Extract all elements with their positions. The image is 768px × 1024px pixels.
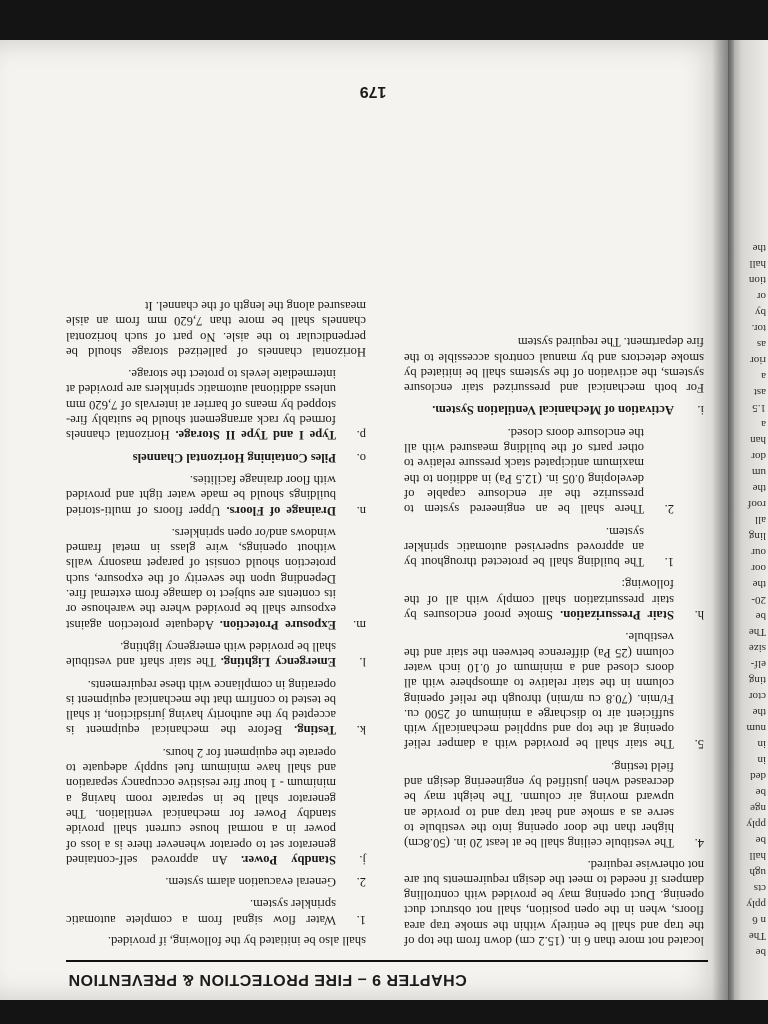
facing-page-fragment: the: [752, 482, 766, 494]
facing-page-fragment: 1.5: [752, 402, 766, 414]
facing-page-fragment: hall: [749, 258, 766, 270]
section-title: Stair Pressurization.: [560, 608, 674, 623]
section-m: m. Exposure Protection. Adequate protection against exposure shall be provided where the warehouse or its contents are subject to damage from external fire. Depending upon the severity of the exposure, such protection should consist of parapet masonry walls without openings, wire glass in metal framed windows and/or open sprinklers.: [66, 525, 366, 632]
section-title: Exposure Protection.: [219, 617, 336, 632]
facing-page-fragments: [736, 80, 766, 960]
facing-page-fragment: ast: [753, 386, 766, 398]
section-j: j. Standby Power. An approved self-contained generator set to operator whenever there is a loss of power in a normal house current shall provide standby Power for mechanical ventilation. The generator shall be in separate room having a minimum - 1 hour fire resistive occupancy separation and shall have minimum fuel supply adequate to operate the equipment for 2 hours.: [66, 745, 366, 867]
chapter-header: CHAPTER 9 – FIRE PROTECTION & PREVENTION: [68, 971, 467, 988]
facing-page-fragment: tion: [748, 274, 766, 286]
page-number: 179: [359, 83, 387, 100]
facing-page-fragment: ded: [750, 770, 766, 782]
facing-page-fragment: dor: [751, 450, 766, 462]
section-p: p. Type I and Type II Storage. Horizontal channels formed by rack arrangement should be suitably fire-stopped by means of barrier at intervals of 7,620 mm unless additional automatic sprinklers are provided at intermediate levels to protect the storage.: [66, 367, 366, 443]
section-title: Standby Power.: [240, 852, 336, 867]
list-item: 1. Water flow signal from a complete automatic sprinkler system.: [66, 897, 366, 927]
facing-page-fragment: pply: [746, 898, 766, 910]
facing-page-fragment: by: [755, 306, 766, 318]
left-intro: located not more than 6 in. (15.2 cm) down from the top of the trap and shall be entirely within the smoke trap area floors, when in the open position, shall not obstruct duct opening. Duct opening may be provided with controlling dampers if needed to meet the design requirements but are not otherwise required.: [404, 857, 704, 948]
facing-page-fragment: all: [755, 514, 766, 526]
section-k: k. Testing. Before the mechanical equipment is accepted by the authority having jurisdiction, it shall be tested to confirm that the mechanical equipment is operating in compliance with these requirements.: [65, 677, 366, 738]
list-item: 1. The building shall be protected throughout by an approved supervised automatic sprinkler system.: [404, 524, 674, 570]
facing-page-fragment: rior: [750, 354, 766, 366]
facing-page-fragment: nge: [750, 802, 766, 814]
facing-page-fragment: um: [751, 466, 766, 478]
facing-page-fragment: a: [761, 370, 766, 382]
facing-page-fragment: be: [755, 786, 766, 798]
book-page: [0, 40, 728, 1000]
facing-page-fragment: The: [748, 626, 766, 638]
section-title: Testing.: [294, 723, 336, 738]
list-item: 2. There shall be an engineered system to pressurize the air enclosure capable of developing 0.05 in. (12.5 Pa) in addition to the maximum anticipated stack pressure relative to other parts of the building measured with all the enclosure doors closed.: [404, 425, 674, 517]
list-item: 4. The vestibule ceiling shall be at least 20 in. (50.8cm) higher than the door opening into the vestibule to serve as a smoke and heat trap and to provide an upward moving air column. The height may be decreased when justified by engineering design and field testing.: [404, 759, 704, 851]
section-title: Activation of Mechanical Ventilation System.: [432, 403, 674, 418]
facing-page-fragment: the: [752, 242, 766, 254]
facing-page-fragment: pply: [746, 818, 766, 830]
facing-page-fragment: be: [755, 946, 766, 958]
section-l: l. Emergency Lighting. The stair shaft and vestibule shall be provided with emergency lighting.: [66, 639, 366, 670]
section-i: i. Activation of Mechanical Ventilation System.: [404, 402, 704, 417]
header-rule: [66, 960, 708, 962]
section-title: Emergency Lighting.: [220, 655, 336, 670]
facing-page-fragment: a: [761, 418, 766, 430]
facing-page-fragment: size: [748, 642, 766, 654]
right-column: [66, 292, 366, 948]
section-p-extra: Horizontal channels of palletized storage should be perpendicular to the aisle. No part of such horizontal channels shall be more than 7,620 mm from an aisle measured along the length of the channel. It: [66, 299, 366, 359]
facing-page-fragment: the: [752, 578, 766, 590]
section-o: o. Piles Containing Horizontal Channels: [66, 449, 366, 464]
facing-page-fragment: ctor: [748, 690, 766, 702]
facing-page-fragment: n 6: [752, 914, 766, 926]
section-h: h. Stair Pressurization. Smoke proof enclosures by stair pressurization shall comply with all of the following:: [404, 577, 704, 623]
facing-page-fragment: be: [755, 834, 766, 846]
facing-page-fragment: ting: [748, 674, 766, 686]
section-n: n. Drainage of Floors. Upper floors of multi-storied buildings should be made water tight and provided with floor drainage facilities.: [66, 472, 366, 518]
facing-page-fragment: as: [756, 338, 766, 350]
facing-page-fragment: ugh: [749, 866, 766, 878]
facing-page-fragment: ling: [748, 530, 766, 542]
section-title: Type I and Type II Storage.: [175, 428, 336, 443]
facing-page-fragment: be: [755, 610, 766, 622]
facing-page-fragment: num: [746, 722, 766, 734]
rotated-page-content: [0, 40, 728, 1000]
facing-page-fragment: the: [752, 706, 766, 718]
section-i-text: For both mechanical and pressurized stair enclosure systems, the activation of the systems shall be initiated by smoke detectors and by manual controls accessible to the fire department. The required system: [404, 335, 704, 396]
facing-page-fragment: oor: [751, 562, 766, 574]
facing-page-fragment: in: [757, 754, 766, 766]
facing-page-fragment: han: [750, 434, 766, 446]
list-item: 2. General evacuation alarm system.: [165, 875, 366, 890]
section-title: Piles Containing Horizontal Channels: [132, 450, 336, 465]
facing-page-fragment: 20-: [751, 594, 766, 606]
facing-page-fragment: elf-: [750, 658, 766, 670]
facing-page-fragment: hall: [749, 850, 766, 862]
facing-page-fragment: The: [748, 930, 766, 942]
facing-page-fragment: roof: [747, 498, 766, 510]
facing-page-fragment: our: [751, 546, 766, 558]
left-column: [404, 328, 704, 948]
facing-page-fragment: cts: [753, 882, 766, 894]
book-gutter: [712, 40, 734, 1000]
section-title: Drainage of Floors.: [226, 503, 336, 518]
facing-page-fragment: tor.: [751, 322, 766, 334]
facing-page-fragment: in: [757, 738, 766, 750]
right-intro: shall also be initiated by the following, if provided.: [107, 934, 366, 948]
list-item: 5. The stair shall be provided with a damper relief opening at the top and supplied mechanically with sufficient air to discharge a minimum of 2500 cu. Ft/min. (70.8 cu m/min) through the relief opening column in the stair relative to atmosphere with all doors closed and a minimum of 0.10 inch water column (25 Pa) difference between the stair and the vestibule.: [404, 630, 704, 752]
facing-page-fragment: or: [756, 290, 766, 302]
